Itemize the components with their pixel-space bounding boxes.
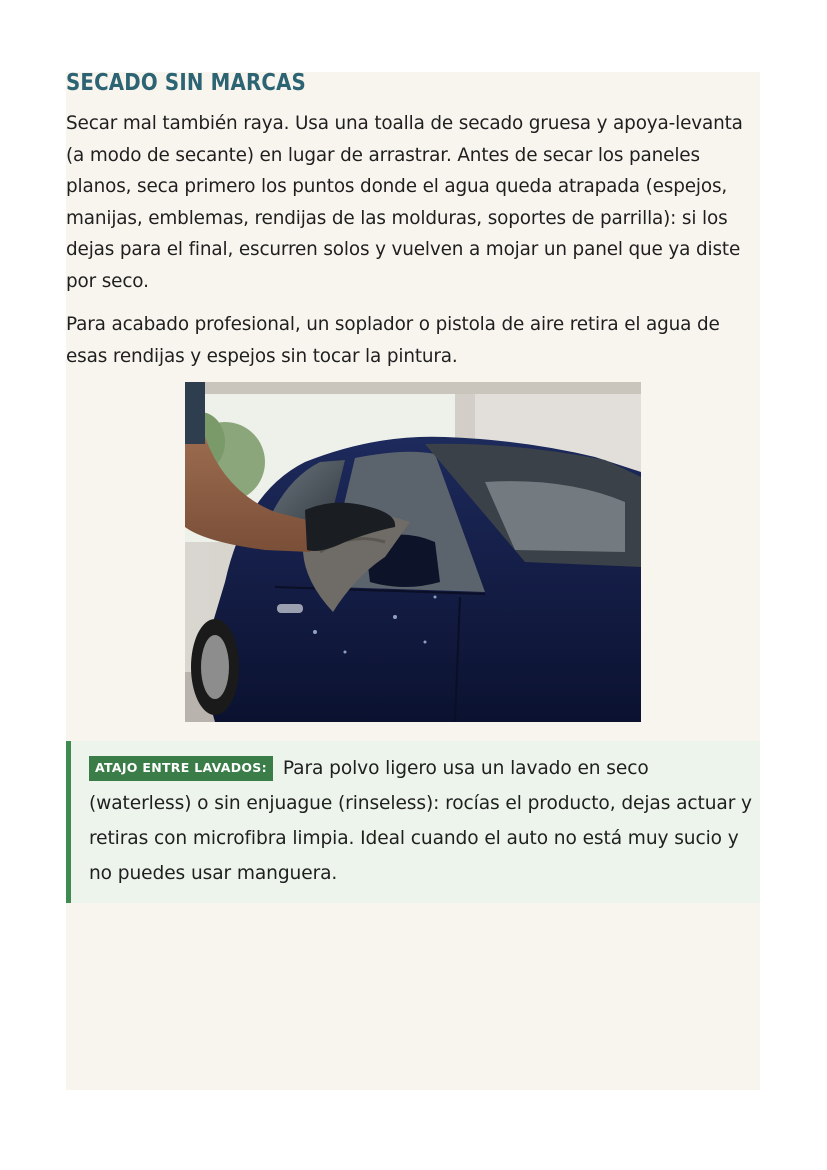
tip-badge: ATAJO ENTRE LAVADOS: [89,756,273,781]
tip-text-block [89,751,755,891]
tip-callout [66,741,760,903]
section-title: SECADO SIN MARCAS [66,70,306,96]
tip-body: Para polvo ligero usa un lavado en seco (waterless) o sin enjuague (rinseless): rocías el producto, dejas actuar y retiras con microfibra limpia. Ideal cuando el auto no está muy sucio y no puedes usar manguera. [89,758,752,884]
car-drying-photo [185,382,641,722]
paragraph-drying: Secar mal también raya. Usa una toalla de secado gruesa y apoya-levanta (a modo de secante) en lugar de arrastrar. Antes de secar los paneles planos, seca primero los puntos donde el agua queda atrapada (espejos, manijas, emblemas, rendijas de las molduras, soportes de parrilla): si los dejas para el final, escurren solos y vuelven a mojar un panel que ya diste por seco. [66,113,743,292]
paragraph-air-blower: Para acabado profesional, un soplador o pistola de aire retira el agua de esas rendijas y espejos sin tocar la pintura. [66,314,720,367]
